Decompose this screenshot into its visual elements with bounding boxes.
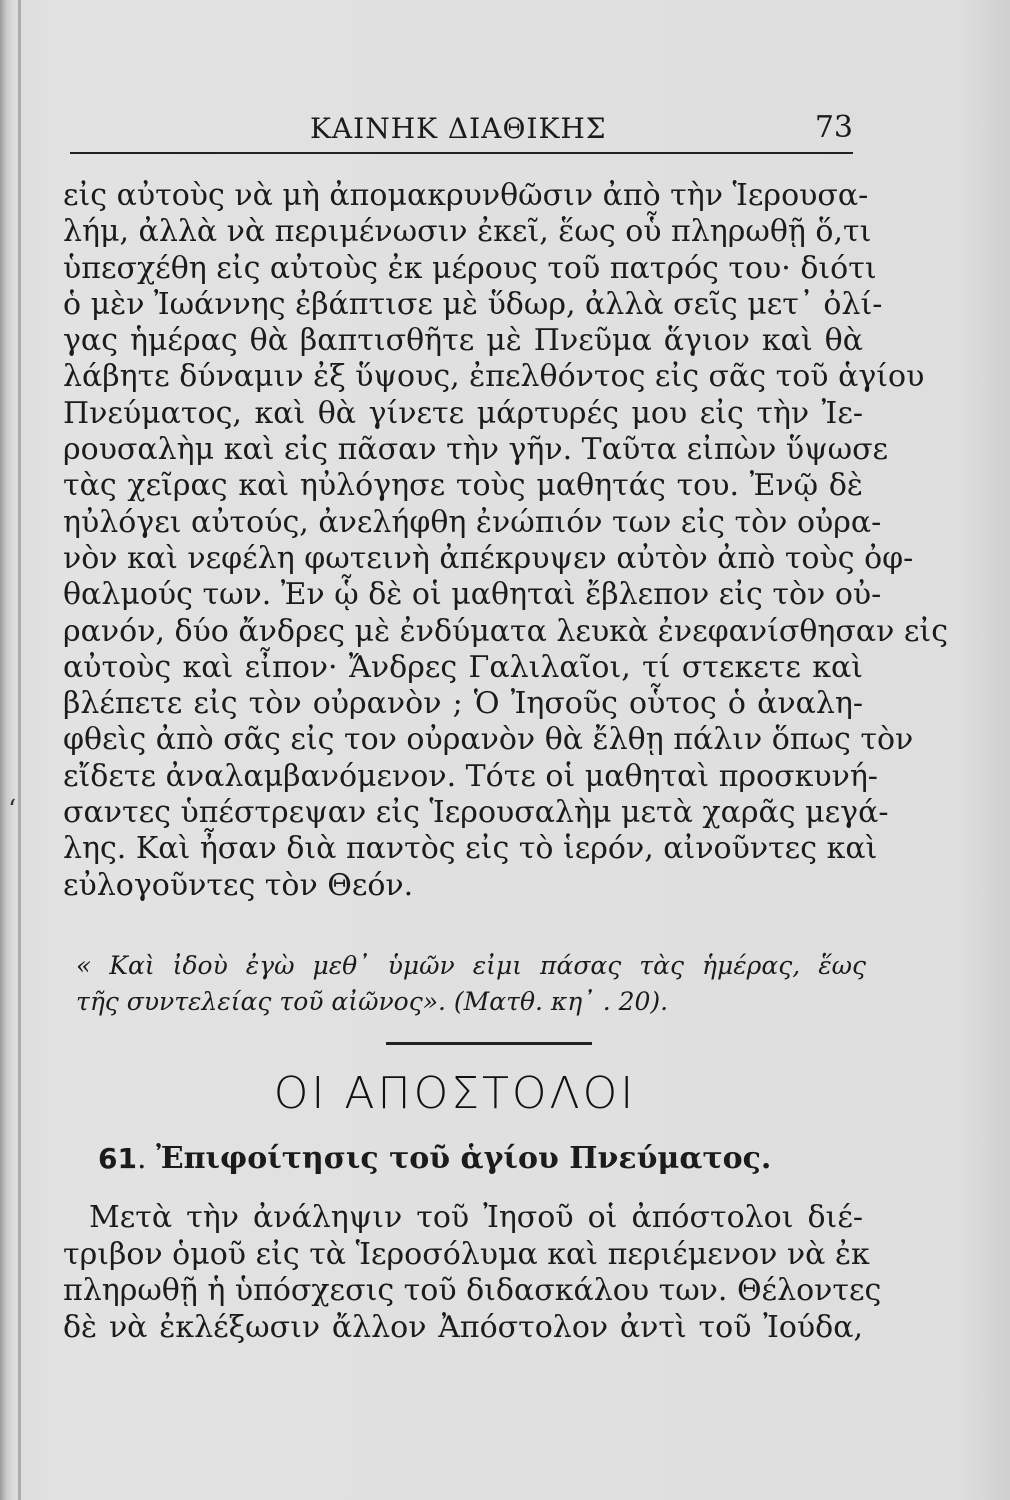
page-header (70, 100, 853, 154)
lesson-number-separator: . (136, 1141, 147, 1176)
body-line: αὐτοὺς καὶ εἶπον· Ἄνδρες Γαλιλαῖοι, τί στεκετε καὶ (63, 649, 863, 685)
body-text (63, 178, 948, 904)
body-line: τὰς χεῖρας καὶ ηὐλόγησε τοὺς μαθητάς του. Ἐνῷ δὲ (63, 468, 863, 504)
body-line: εἰς αὐτοὺς νὰ μὴ ἀπομακρυνθῶσιν ἀπὸ τὴν Ἱερουσα- (63, 178, 869, 213)
lesson-paragraph (63, 1200, 882, 1346)
body-line: εὐλογοῦντες τὸν Θεόν. (63, 867, 414, 903)
body-line: γας ἡμέρας θὰ βαπτισθῆτε μὲ Πνεῦμα ἅγιον καὶ θὰ (63, 323, 863, 359)
body-line: φθεὶς ἀπὸ σᾶς εἰς τον οὐρανὸν θὰ ἔλθῃ πάλιν ὅπως τὸν (63, 722, 914, 758)
scripture-quote (76, 948, 866, 1020)
body-line: θαλμούς των. Ἐν ᾧ δὲ οἱ μαθηταὶ ἔβλεπον εἰς τὸν οὐ- (63, 577, 882, 613)
lesson-title: Ἐπιφοίτησις τοῦ ἁγίου Πνεύματος. (156, 1141, 772, 1176)
margin-mark: ‘ (8, 795, 17, 825)
body-line: σαντες ὑπέστρεψαν εἰς Ἱερουσαλὴμ μετὰ χαρᾶς μεγά- (63, 795, 889, 831)
section-title: ΟΙ ΑΠΟΣΤΟΛΟΙ (273, 1068, 637, 1119)
body-line: ηὐλόγει αὐτούς, ἀνελήφθη ἐνώπιόν των εἰς τὸν οὐρα- (63, 504, 882, 540)
paragraph-line: δὲ νὰ ἐκλέξωσιν ἄλλον Ἀπόστολον ἀντὶ τοῦ Ἰούδα, (63, 1309, 863, 1345)
body-line: ὑπεσχέθη εἰς αὐτοὺς ἐκ μέρους τοῦ πατρός του· διότι (63, 250, 877, 286)
lesson-number: 61 (98, 1142, 137, 1175)
paragraph-line: τριβον ὁμοῦ εἰς τὰ Ἱεροσόλυμα καὶ περιέμενον νὰ ἐκ (63, 1236, 870, 1272)
body-line: λήμ, ἀλλὰ νὰ περιμένωσιν ἐκεῖ, ἕως οὗ πληρωθῇ ὅ,τι (63, 214, 872, 250)
body-line: εἴδετε ἀναλαμβανόμενον. Τότε οἱ μαθηταὶ προσκυνή- (63, 758, 878, 794)
quote-line: « Καὶ ἰδοὺ ἐγὼ μεθ᾽ ὑμῶν εἰμι πάσας τὰς ἡμέρας, ἕως (76, 951, 866, 980)
page-number: 73 (814, 110, 853, 145)
body-line: ὁ μὲν Ἰωάννης ἐβάπτισε μὲ ὕδωρ, ἀλλὰ σεῖς μετ᾽ ὀλί- (63, 286, 883, 322)
paragraph-line: πληρωθῇ ἡ ὑπόσχεσις τοῦ διδασκάλου των. Θέλοντες (63, 1273, 882, 1308)
running-title: ΚΑΙΝΗΚ ΔΙΑΘΙΚΗΣ (310, 112, 607, 145)
body-line: λης. Καὶ ἦσαν διὰ παντὸς εἰς τὸ ἱερόν, αἰνοῦντες καὶ (63, 831, 878, 867)
body-line: ρουσαλὴμ καὶ εἰς πᾶσαν τὴν γῆν. Ταῦτα εἰπὼν ὕψωσε (63, 432, 889, 468)
paragraph-line: Μετὰ τὴν ἀνάληψιν τοῦ Ἰησοῦ οἱ ἀπόστολοι διέ- (89, 1200, 863, 1235)
page-gutter-shadow (18, 0, 21, 1500)
body-line: νὸν καὶ νεφέλη φωτεινὴ ἀπέκρυψεν αὐτὸν ἀπὸ τοὺς ὀφ- (63, 540, 914, 576)
body-line: βλέπετε εἰς τὸν οὐρανὸν ; Ὁ Ἰησοῦς οὗτος ὁ ἀναλη- (63, 686, 863, 722)
quote-line: τῆς συντελείας τοῦ αἰῶνος». (Ματθ. κη᾽ . 20). (76, 987, 669, 1016)
body-line: ρανόν, δύο ἄνδρες μὲ ἐνδύματα λευκὰ ἐνεφανίσθησαν εἰς (63, 613, 948, 649)
lesson-heading (98, 1141, 868, 1176)
section-divider (386, 1042, 592, 1045)
body-line: Πνεύματος, καὶ θὰ γίνετε μάρτυρές μου εἰς τὴν Ἰε- (63, 395, 863, 431)
body-line: λάβητε δύναμιν ἐξ ὕψους, ἐπελθόντος εἰς σᾶς τοῦ ἁγίου (63, 359, 925, 395)
